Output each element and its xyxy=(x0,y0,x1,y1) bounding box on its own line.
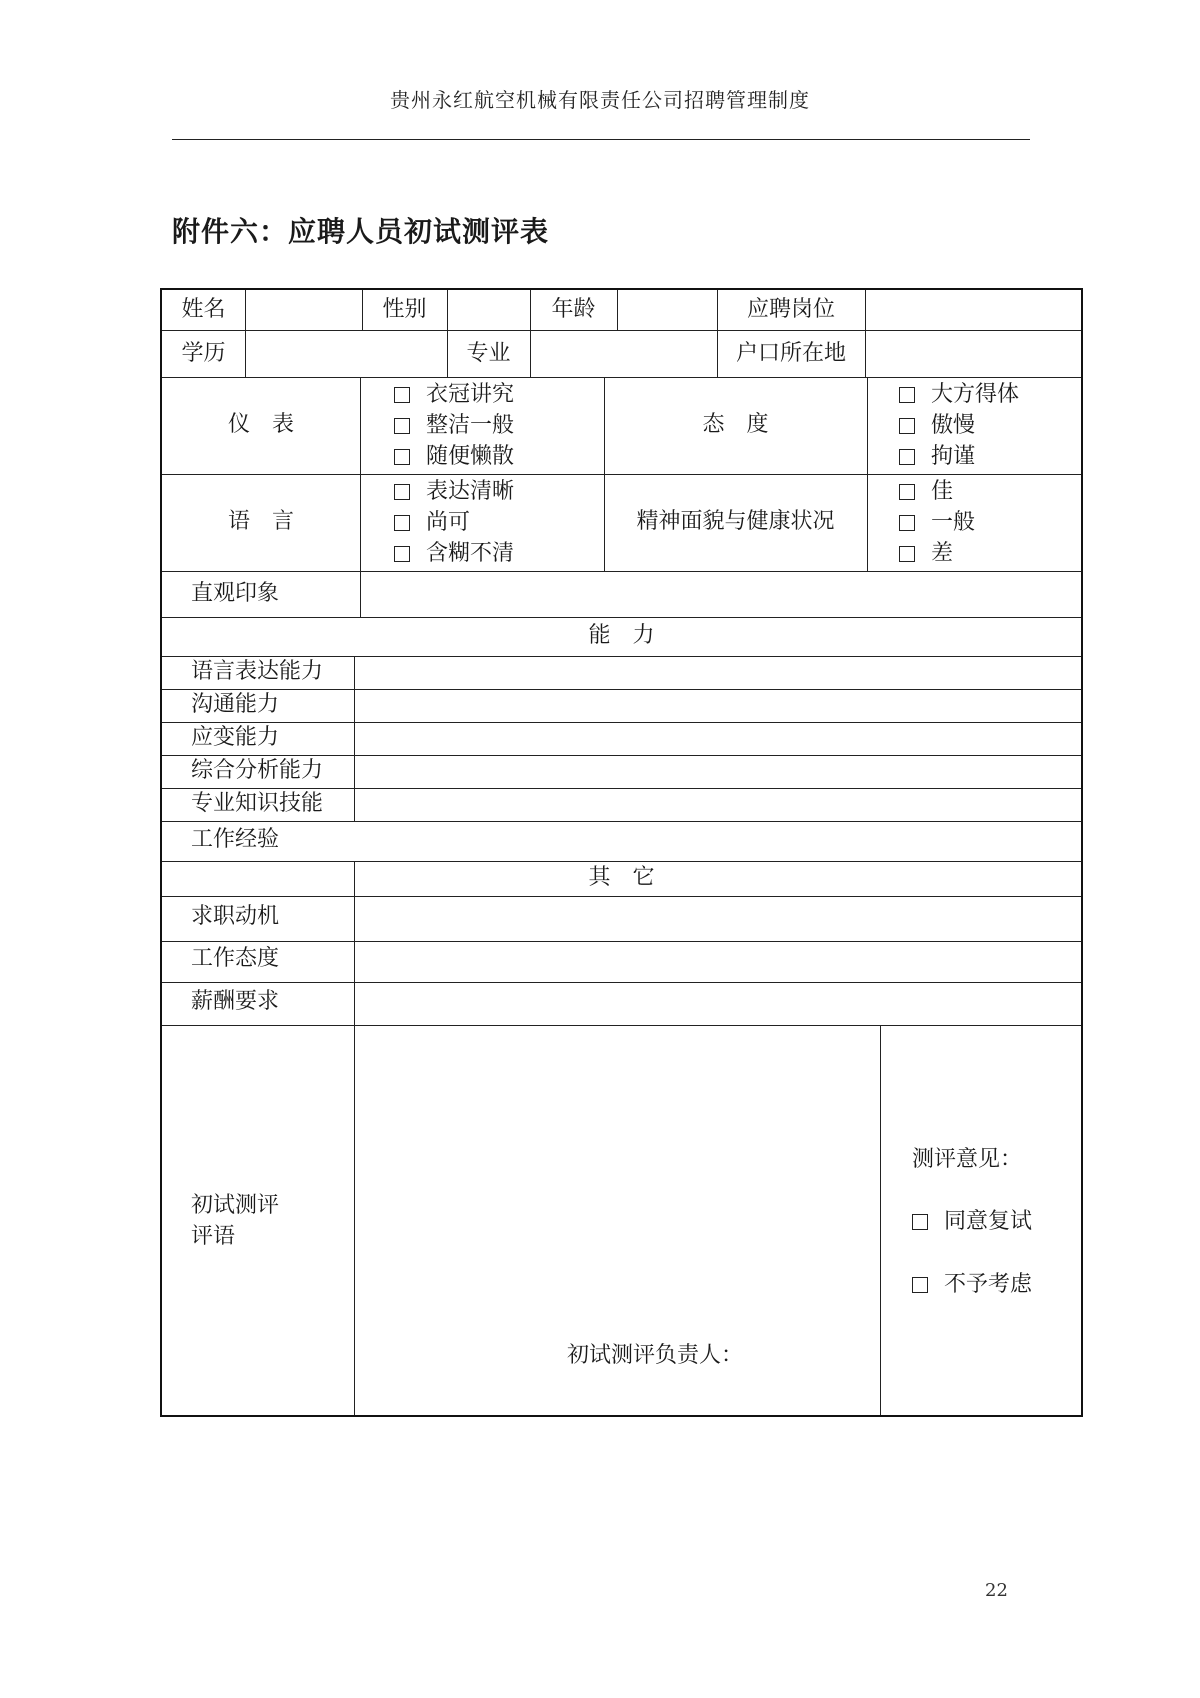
row-divider xyxy=(162,788,1081,789)
checkbox-icon[interactable] xyxy=(394,515,410,531)
checkbox-icon[interactable] xyxy=(899,484,915,500)
other-field[interactable] xyxy=(356,984,1079,1023)
row-divider xyxy=(162,982,1081,983)
option-label: 整洁一般 xyxy=(426,413,515,438)
row-divider xyxy=(162,377,1081,378)
checkbox-icon[interactable] xyxy=(912,1277,928,1293)
checkbox-icon[interactable] xyxy=(912,1214,928,1230)
row-divider xyxy=(162,755,1081,756)
impression-field[interactable] xyxy=(362,574,1079,614)
attitude-option[interactable] xyxy=(899,413,975,439)
row-divider xyxy=(162,571,1081,572)
spirit-label: 精神面貌与健康状况 xyxy=(636,509,835,534)
checkbox-icon[interactable] xyxy=(899,418,915,434)
appearance-label: 仪 表 xyxy=(227,412,294,437)
ability-label: 语言表达能力 xyxy=(191,659,324,684)
ability-field[interactable] xyxy=(356,691,1079,721)
col-divider xyxy=(360,377,361,617)
row-divider xyxy=(162,330,1081,331)
option-label: 佳 xyxy=(931,479,954,504)
education-label: 学历 xyxy=(181,341,226,366)
row-divider xyxy=(162,861,1081,862)
impression-label: 直观印象 xyxy=(191,581,280,606)
appearance-option[interactable] xyxy=(394,444,514,470)
other-heading: 其 它 xyxy=(588,865,655,890)
header-rule xyxy=(172,139,1030,140)
education-field[interactable] xyxy=(247,334,445,374)
ability-label: 专业知识技能 xyxy=(191,791,324,816)
checkbox-icon[interactable] xyxy=(394,418,410,434)
option-label: 尚可 xyxy=(426,510,471,535)
other-label: 工作态度 xyxy=(191,946,280,971)
position-field[interactable] xyxy=(867,292,1079,328)
evaluation-form xyxy=(160,288,1083,1417)
ability-field[interactable] xyxy=(356,757,1079,787)
row-divider xyxy=(162,474,1081,475)
option-label: 含糊不清 xyxy=(426,541,515,566)
ability-field[interactable] xyxy=(356,823,1079,859)
other-label: 求职动机 xyxy=(191,904,280,929)
option-label: 拘谨 xyxy=(931,444,976,469)
checkbox-icon[interactable] xyxy=(899,546,915,562)
opinion-label: 测评意见： xyxy=(912,1147,1023,1172)
ability-field[interactable] xyxy=(356,724,1079,754)
attitude-option[interactable] xyxy=(899,382,1019,408)
checkbox-icon[interactable] xyxy=(394,484,410,500)
row-divider xyxy=(162,722,1081,723)
option-label: 随便懒散 xyxy=(426,444,515,469)
row-divider xyxy=(162,617,1081,618)
gender-field[interactable] xyxy=(449,292,528,328)
checkbox-icon[interactable] xyxy=(394,387,410,403)
col-divider xyxy=(865,290,866,378)
evaluation-label-line2: 评语 xyxy=(191,1224,236,1249)
spirit-option[interactable] xyxy=(899,510,975,536)
opinion-option[interactable] xyxy=(912,1209,1032,1235)
age-field[interactable] xyxy=(619,292,715,328)
ability-label: 工作经验 xyxy=(191,827,280,852)
page-title: 附件六：应聘人员初试测评表 xyxy=(172,215,550,248)
position-label: 应聘岗位 xyxy=(746,297,835,322)
col-divider xyxy=(880,1025,881,1415)
checkbox-icon[interactable] xyxy=(899,387,915,403)
ability-field[interactable] xyxy=(356,790,1079,820)
appearance-option[interactable] xyxy=(394,413,514,439)
hukou-label: 户口所在地 xyxy=(735,341,846,366)
checkbox-icon[interactable] xyxy=(394,449,410,465)
ability-field[interactable] xyxy=(356,658,1079,688)
running-header: 贵州永红航空机械有限责任公司招聘管理制度 xyxy=(390,88,810,112)
option-label: 傲慢 xyxy=(931,413,976,438)
option-label: 差 xyxy=(931,541,954,566)
other-label: 薪酬要求 xyxy=(191,989,280,1014)
evaluation-label xyxy=(191,1190,279,1252)
spirit-option[interactable] xyxy=(899,541,953,567)
attitude-label: 态 度 xyxy=(702,412,769,437)
ability-heading: 能 力 xyxy=(588,623,655,648)
checkbox-icon[interactable] xyxy=(899,515,915,531)
other-field[interactable] xyxy=(356,898,1079,939)
checkbox-icon[interactable] xyxy=(899,449,915,465)
evaluation-comment-area[interactable] xyxy=(356,1027,878,1327)
ability-label: 沟通能力 xyxy=(191,692,280,717)
responsible-label: 初试测评负责人： xyxy=(567,1343,744,1368)
option-label: 表达清晰 xyxy=(426,479,515,504)
appearance-option[interactable] xyxy=(394,382,514,408)
col-divider xyxy=(867,377,868,572)
gender-label: 性别 xyxy=(382,297,427,322)
row-divider xyxy=(162,689,1081,690)
checkbox-icon[interactable] xyxy=(394,546,410,562)
attitude-option[interactable] xyxy=(899,444,975,470)
row-divider xyxy=(162,941,1081,942)
option-label: 一般 xyxy=(931,510,976,535)
major-label: 专业 xyxy=(466,341,511,366)
row-divider xyxy=(162,896,1081,897)
col-divider xyxy=(604,377,605,572)
evaluation-label-line1: 初试测评 xyxy=(191,1193,280,1218)
option-label: 大方得体 xyxy=(931,382,1020,407)
ability-label: 应变能力 xyxy=(191,725,280,750)
option-label: 不予考虑 xyxy=(944,1272,1033,1297)
row-divider xyxy=(162,1025,1081,1026)
col-divider xyxy=(354,861,355,1415)
option-label: 同意复试 xyxy=(944,1209,1033,1234)
col-divider xyxy=(245,290,246,378)
name-field[interactable] xyxy=(247,292,360,328)
ability-label: 综合分析能力 xyxy=(191,758,324,783)
language-label: 语 言 xyxy=(227,509,294,534)
row-divider xyxy=(162,821,1081,822)
option-label: 衣冠讲究 xyxy=(426,382,515,407)
language-option[interactable] xyxy=(394,479,514,505)
major-field[interactable] xyxy=(532,334,715,374)
hukou-field[interactable] xyxy=(867,334,1079,374)
page-number: 22 xyxy=(985,1580,1008,1601)
spirit-option[interactable] xyxy=(899,479,953,505)
col-divider xyxy=(617,290,618,331)
language-option[interactable] xyxy=(394,541,514,567)
name-label: 姓名 xyxy=(181,297,226,322)
age-label: 年龄 xyxy=(551,297,596,322)
opinion-option[interactable] xyxy=(912,1272,1032,1298)
other-field[interactable] xyxy=(356,943,1079,980)
col-divider xyxy=(354,656,355,822)
row-divider xyxy=(162,656,1081,657)
language-option[interactable] xyxy=(394,510,470,536)
